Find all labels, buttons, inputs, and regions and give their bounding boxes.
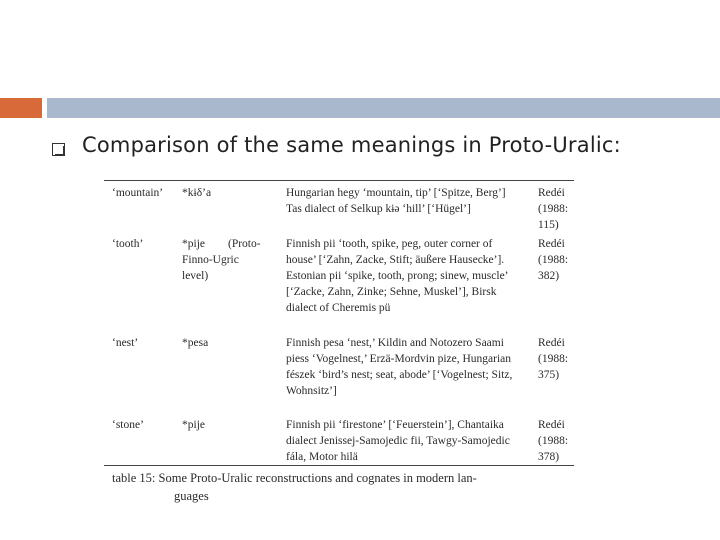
source-cell: Redéi (1988: 382) bbox=[538, 238, 569, 282]
table-caption: table 15: Some Proto-Uralic reconstructions and cognates in modern lan- guages bbox=[112, 471, 477, 503]
slide-heading: Comparison of the same meanings in Proto-Uralic: bbox=[82, 133, 621, 157]
source-cell: Redéi (1988: 115) bbox=[538, 187, 569, 231]
source-cell: Redéi (1988: 375) bbox=[538, 337, 569, 381]
reconstruction-cell: *pesa bbox=[182, 337, 209, 349]
cognates-cell: Finnish pii ‘tooth, spike, peg, outer corner of house’ [‘Zahn, Zacke, Stift; äußere Hausecke’]. Estonian pii ‘spike, tooth, prong; sinew, muscle’ [‘Zacke, Zahn, Zinke; Sehne, Muskel’], Birsk dialect of Cheremis pü bbox=[286, 238, 509, 314]
meaning-cell: ‘tooth’ bbox=[112, 238, 144, 250]
reconstruction-cell: *kɨδ’a bbox=[182, 187, 212, 199]
accent-bar-blue bbox=[47, 98, 720, 118]
meaning-cell: ‘nest’ bbox=[112, 337, 139, 349]
reconstruction-cell: *pije bbox=[182, 419, 205, 431]
hollow-square-bullet-icon bbox=[52, 143, 65, 156]
cognates-cell: Finnish pesa ‘nest,’ Kildin and Notozero Saami piess ‘Vogelnest,’ Erzä-Mordvin pize, Hungarian fészek ‘bird’s nest; seat, abode’ [‘Vogelnest; Sitz, Wohnsitz’] bbox=[286, 337, 513, 397]
scanned-table-image bbox=[104, 175, 604, 511]
meaning-cell: ‘stone’ bbox=[112, 419, 144, 431]
table-bottom-rule bbox=[104, 465, 574, 466]
source-cell: Redéi (1988: 378) bbox=[538, 419, 569, 463]
reconstruction-cell: *pije (Proto- Finno-Ugric level) bbox=[182, 238, 261, 282]
table-top-rule bbox=[104, 180, 574, 181]
meaning-cell: ‘mountain’ bbox=[112, 187, 164, 199]
cognates-cell: Hungarian hegy ‘mountain, tip’ [‘Spitze, Berg’] Tas dialect of Selkup kɨə ‘hill’ [‘Hügel’] bbox=[286, 187, 506, 215]
accent-bar-orange bbox=[0, 98, 42, 118]
cognates-cell: Finnish pii ‘firestone’ [‘Feuerstein’], Chantaika dialect Jenissej-Samojedic fii, Tawgy-Samojedic fála, Motor hilä bbox=[286, 419, 510, 463]
